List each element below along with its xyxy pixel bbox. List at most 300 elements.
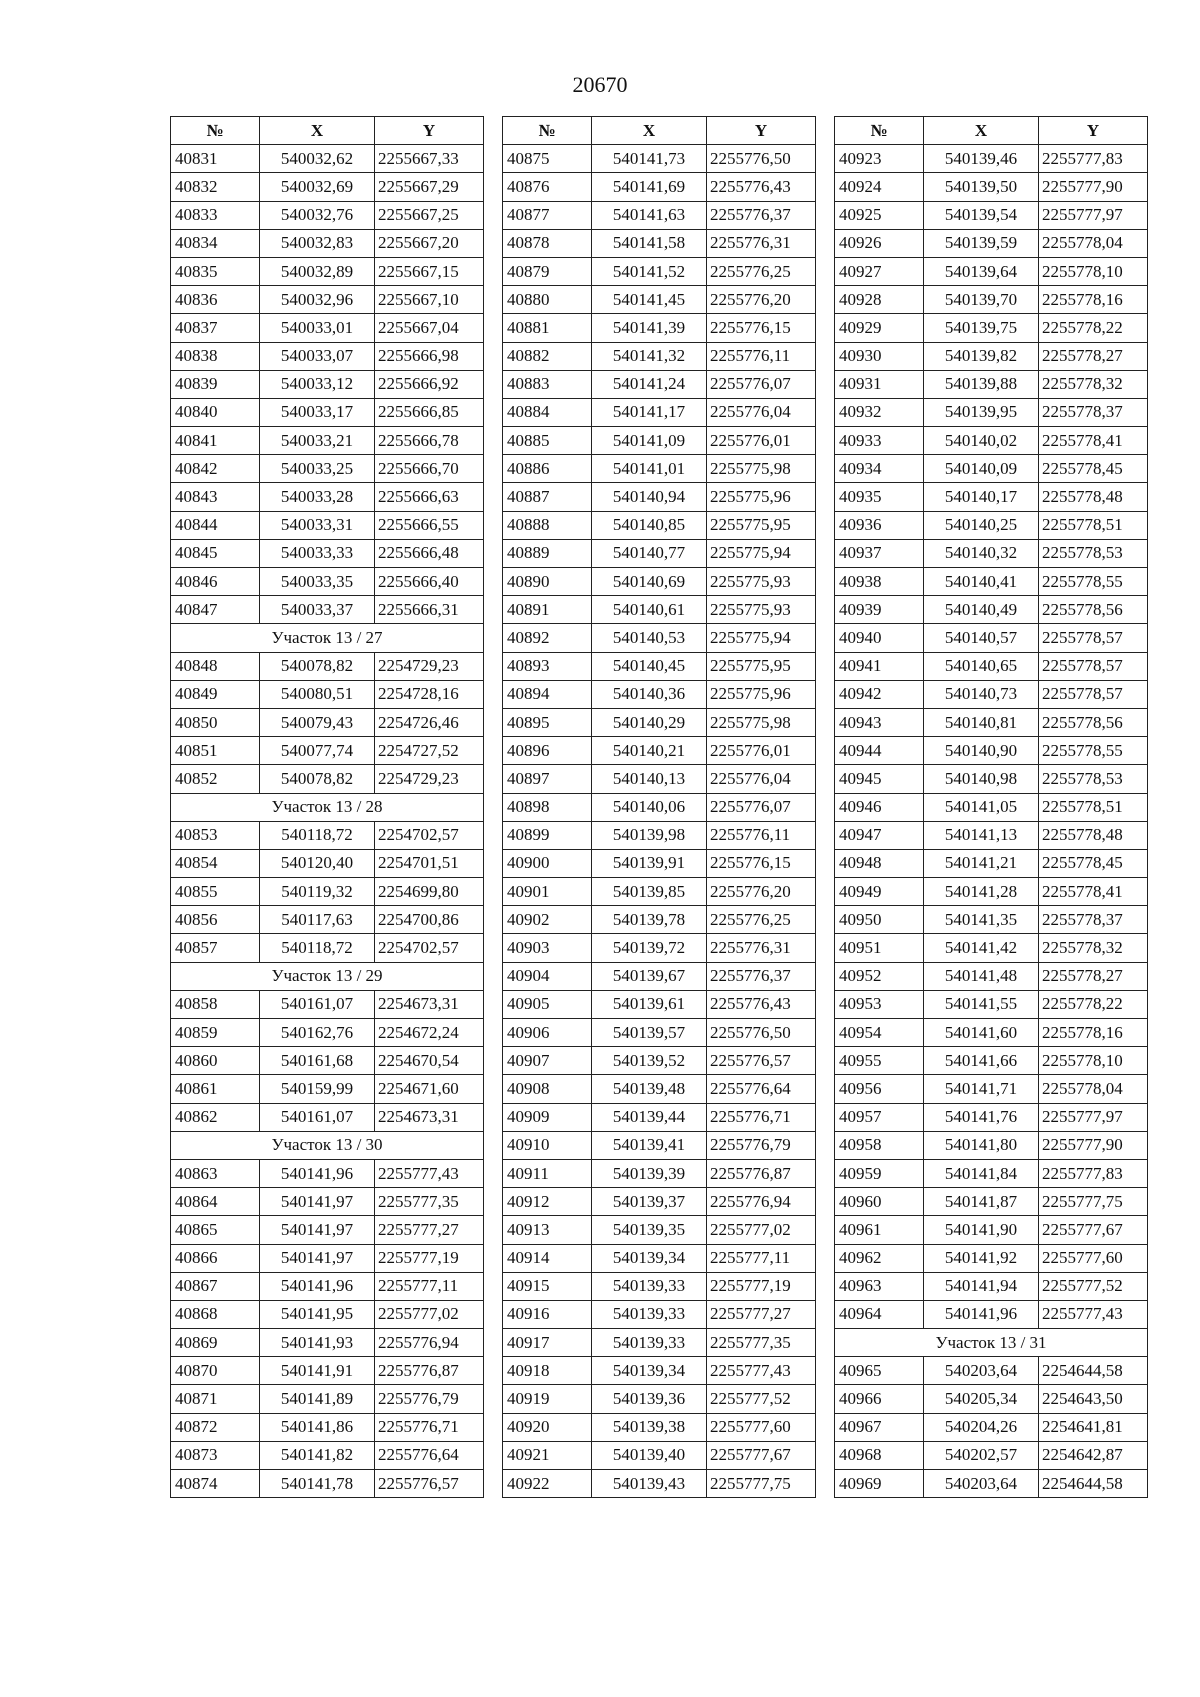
x-coordinate-cell: 540141,71: [924, 1075, 1039, 1103]
point-number-cell: 40861: [171, 1075, 260, 1103]
y-coordinate-cell: 2255666,63: [375, 483, 484, 511]
table-row: [503, 793, 816, 821]
y-coordinate-cell: 2255666,92: [375, 370, 484, 398]
section-row: [171, 624, 484, 652]
table-row: [503, 1103, 816, 1131]
point-number-cell: 40848: [171, 652, 260, 680]
table-row: [171, 370, 484, 398]
y-coordinate-cell: 2254726,46: [375, 708, 484, 736]
point-number-cell: 40831: [171, 145, 260, 173]
point-number-cell: 40836: [171, 286, 260, 314]
y-coordinate-cell: 2255778,51: [1039, 793, 1148, 821]
section-row: [171, 1131, 484, 1159]
table-row: [835, 1244, 1148, 1272]
table-row: [835, 342, 1148, 370]
x-coordinate-cell: 540140,94: [592, 483, 707, 511]
y-coordinate-cell: 2254699,80: [375, 878, 484, 906]
point-number-cell: 40966: [835, 1385, 924, 1413]
x-coordinate-cell: 540141,01: [592, 455, 707, 483]
point-number-cell: 40841: [171, 427, 260, 455]
x-coordinate-cell: 540033,07: [260, 342, 375, 370]
table-row: [503, 906, 816, 934]
y-coordinate-cell: 2255776,64: [375, 1441, 484, 1469]
table-row: [835, 398, 1148, 426]
point-number-cell: 40935: [835, 483, 924, 511]
x-coordinate-cell: 540141,32: [592, 342, 707, 370]
y-coordinate-cell: 2254672,24: [375, 1019, 484, 1047]
y-coordinate-cell: 2255778,10: [1039, 1047, 1148, 1075]
table-row: [171, 342, 484, 370]
point-number-cell: 40858: [171, 990, 260, 1018]
x-coordinate-cell: 540139,91: [592, 849, 707, 877]
y-coordinate-cell: 2255667,15: [375, 257, 484, 285]
table-row: [503, 1047, 816, 1075]
section-title: Участок 13 / 27: [171, 624, 484, 652]
table-row: [171, 1216, 484, 1244]
section-title: Участок 13 / 28: [171, 793, 484, 821]
y-coordinate-cell: 2254729,23: [375, 765, 484, 793]
table-row: [835, 568, 1148, 596]
table-row: [503, 934, 816, 962]
x-coordinate-cell: 540139,54: [924, 201, 1039, 229]
x-coordinate-cell: 540141,13: [924, 821, 1039, 849]
y-coordinate-cell: 2255778,57: [1039, 652, 1148, 680]
y-coordinate-cell: 2255777,97: [1039, 1103, 1148, 1131]
table-row: [835, 821, 1148, 849]
table-row: [171, 511, 484, 539]
table-row: [835, 370, 1148, 398]
point-number-cell: 40893: [503, 652, 592, 680]
table-row: [835, 145, 1148, 173]
y-coordinate-cell: 2254673,31: [375, 990, 484, 1018]
table-row: [503, 1244, 816, 1272]
y-coordinate-cell: 2255666,98: [375, 342, 484, 370]
table-row: [503, 1188, 816, 1216]
point-number-cell: 40959: [835, 1159, 924, 1187]
section-row: [171, 793, 484, 821]
point-number-cell: 40954: [835, 1019, 924, 1047]
table-row: [503, 1159, 816, 1187]
x-coordinate-cell: 540141,69: [592, 173, 707, 201]
x-coordinate-cell: 540032,76: [260, 201, 375, 229]
x-coordinate-cell: 540141,84: [924, 1159, 1039, 1187]
point-number-cell: 40895: [503, 708, 592, 736]
table-row: [503, 1470, 816, 1498]
point-number-cell: 40945: [835, 765, 924, 793]
y-coordinate-cell: 2255777,83: [1039, 1159, 1148, 1187]
y-coordinate-cell: 2255778,22: [1039, 314, 1148, 342]
y-coordinate-cell: 2255775,98: [707, 708, 816, 736]
table-row: [835, 1300, 1148, 1328]
point-number-cell: 40920: [503, 1413, 592, 1441]
x-coordinate-cell: 540141,82: [260, 1441, 375, 1469]
point-number-cell: 40912: [503, 1188, 592, 1216]
x-coordinate-cell: 540141,60: [924, 1019, 1039, 1047]
header-x: X: [924, 117, 1039, 145]
x-coordinate-cell: 540141,93: [260, 1329, 375, 1357]
table-row: [171, 314, 484, 342]
table-row: [503, 370, 816, 398]
point-number-cell: 40934: [835, 455, 924, 483]
y-coordinate-cell: 2255778,55: [1039, 737, 1148, 765]
point-number-cell: 40951: [835, 934, 924, 962]
y-coordinate-cell: 2255777,27: [707, 1300, 816, 1328]
table-row: [835, 906, 1148, 934]
point-number-cell: 40838: [171, 342, 260, 370]
table-row: [171, 1272, 484, 1300]
x-coordinate-cell: 540080,51: [260, 680, 375, 708]
table-row: [171, 1329, 484, 1357]
point-number-cell: 40931: [835, 370, 924, 398]
y-coordinate-cell: 2255775,96: [707, 483, 816, 511]
table-row: [503, 314, 816, 342]
table-row: [503, 878, 816, 906]
y-coordinate-cell: 2255777,75: [1039, 1188, 1148, 1216]
point-number-cell: 40910: [503, 1131, 592, 1159]
point-number-cell: 40872: [171, 1413, 260, 1441]
y-coordinate-cell: 2255778,41: [1039, 427, 1148, 455]
y-coordinate-cell: 2255778,48: [1039, 821, 1148, 849]
point-number-cell: 40913: [503, 1216, 592, 1244]
point-number-cell: 40967: [835, 1413, 924, 1441]
table-row: [171, 229, 484, 257]
table-row: [171, 1385, 484, 1413]
y-coordinate-cell: 2255777,43: [1039, 1300, 1148, 1328]
table-row: [503, 145, 816, 173]
point-number-cell: 40887: [503, 483, 592, 511]
x-coordinate-cell: 540141,66: [924, 1047, 1039, 1075]
table-row: [835, 257, 1148, 285]
table-row: [835, 878, 1148, 906]
point-number-cell: 40884: [503, 398, 592, 426]
point-number-cell: 40880: [503, 286, 592, 314]
point-number-cell: 40927: [835, 257, 924, 285]
point-number-cell: 40948: [835, 849, 924, 877]
table-row: [503, 624, 816, 652]
x-coordinate-cell: 540141,78: [260, 1470, 375, 1498]
point-number-cell: 40883: [503, 370, 592, 398]
point-number-cell: 40914: [503, 1244, 592, 1272]
point-number-cell: 40891: [503, 596, 592, 624]
y-coordinate-cell: 2255776,87: [707, 1159, 816, 1187]
table-row: [835, 596, 1148, 624]
x-coordinate-cell: 540118,72: [260, 934, 375, 962]
x-coordinate-cell: 540139,70: [924, 286, 1039, 314]
y-coordinate-cell: 2255777,90: [1039, 1131, 1148, 1159]
point-number-cell: 40930: [835, 342, 924, 370]
x-coordinate-cell: 540120,40: [260, 849, 375, 877]
x-coordinate-cell: 540141,45: [592, 286, 707, 314]
x-coordinate-cell: 540140,29: [592, 708, 707, 736]
x-coordinate-cell: 540141,97: [260, 1216, 375, 1244]
x-coordinate-cell: 540139,37: [592, 1188, 707, 1216]
y-coordinate-cell: 2255776,31: [707, 934, 816, 962]
table-row: [503, 962, 816, 990]
y-coordinate-cell: 2255778,16: [1039, 1019, 1148, 1047]
y-coordinate-cell: 2254643,50: [1039, 1385, 1148, 1413]
y-coordinate-cell: 2255778,57: [1039, 680, 1148, 708]
x-coordinate-cell: 540141,63: [592, 201, 707, 229]
table-row: [835, 1075, 1148, 1103]
table-row: [171, 173, 484, 201]
y-coordinate-cell: 2255778,10: [1039, 257, 1148, 285]
point-number-cell: 40894: [503, 680, 592, 708]
y-coordinate-cell: 2255667,33: [375, 145, 484, 173]
table-row: [171, 145, 484, 173]
y-coordinate-cell: 2255777,11: [707, 1244, 816, 1272]
table-row: [171, 455, 484, 483]
table-row: [503, 1075, 816, 1103]
x-coordinate-cell: 540033,35: [260, 568, 375, 596]
y-coordinate-cell: 2255777,60: [1039, 1244, 1148, 1272]
x-coordinate-cell: 540140,49: [924, 596, 1039, 624]
table-row: [835, 962, 1148, 990]
table-row: [171, 1075, 484, 1103]
table-row: [503, 1216, 816, 1244]
table-row: [503, 427, 816, 455]
x-coordinate-cell: 540032,96: [260, 286, 375, 314]
point-number-cell: 40956: [835, 1075, 924, 1103]
point-number-cell: 40866: [171, 1244, 260, 1272]
x-coordinate-cell: 540139,98: [592, 821, 707, 849]
section-title: Участок 13 / 31: [835, 1329, 1148, 1357]
x-coordinate-cell: 540033,33: [260, 539, 375, 567]
table-row: [171, 652, 484, 680]
x-coordinate-cell: 540141,94: [924, 1272, 1039, 1300]
point-number-cell: 40868: [171, 1300, 260, 1328]
y-coordinate-cell: 2255776,43: [707, 990, 816, 1018]
point-number-cell: 40902: [503, 906, 592, 934]
table-row: [171, 680, 484, 708]
x-coordinate-cell: 540077,74: [260, 737, 375, 765]
table-row: [503, 1131, 816, 1159]
y-coordinate-cell: 2255778,37: [1039, 398, 1148, 426]
y-coordinate-cell: 2255777,35: [375, 1188, 484, 1216]
point-number-cell: 40938: [835, 568, 924, 596]
y-coordinate-cell: 2255667,10: [375, 286, 484, 314]
table-row: [835, 201, 1148, 229]
y-coordinate-cell: 2255778,56: [1039, 708, 1148, 736]
point-number-cell: 40857: [171, 934, 260, 962]
x-coordinate-cell: 540140,65: [924, 652, 1039, 680]
x-coordinate-cell: 540140,17: [924, 483, 1039, 511]
point-number-cell: 40873: [171, 1441, 260, 1469]
x-coordinate-cell: 540140,73: [924, 680, 1039, 708]
y-coordinate-cell: 2255777,83: [1039, 145, 1148, 173]
y-coordinate-cell: 2255667,25: [375, 201, 484, 229]
x-coordinate-cell: 540141,21: [924, 849, 1039, 877]
header-x: X: [592, 117, 707, 145]
point-number-cell: 40952: [835, 962, 924, 990]
x-coordinate-cell: 540141,05: [924, 793, 1039, 821]
y-coordinate-cell: 2255776,37: [707, 201, 816, 229]
point-number-cell: 40949: [835, 878, 924, 906]
table-row: [171, 1300, 484, 1328]
x-coordinate-cell: 540202,57: [924, 1441, 1039, 1469]
point-number-cell: 40918: [503, 1357, 592, 1385]
point-number-cell: 40961: [835, 1216, 924, 1244]
table-row: [503, 1300, 816, 1328]
y-coordinate-cell: 2255666,40: [375, 568, 484, 596]
point-number-cell: 40898: [503, 793, 592, 821]
y-coordinate-cell: 2255777,02: [707, 1216, 816, 1244]
y-coordinate-cell: 2255777,75: [707, 1470, 816, 1498]
table-row: [171, 878, 484, 906]
point-number-cell: 40941: [835, 652, 924, 680]
point-number-cell: 40928: [835, 286, 924, 314]
x-coordinate-cell: 540140,98: [924, 765, 1039, 793]
point-number-cell: 40899: [503, 821, 592, 849]
x-coordinate-cell: 540140,02: [924, 427, 1039, 455]
table-row: [171, 1019, 484, 1047]
table-row: [835, 314, 1148, 342]
point-number-cell: 40856: [171, 906, 260, 934]
point-number-cell: 40903: [503, 934, 592, 962]
table-row: [503, 286, 816, 314]
table-row: [171, 1244, 484, 1272]
x-coordinate-cell: 540140,77: [592, 539, 707, 567]
table-row: [503, 1272, 816, 1300]
y-coordinate-cell: 2255777,60: [707, 1413, 816, 1441]
point-number-cell: 40953: [835, 990, 924, 1018]
table-row: [503, 1413, 816, 1441]
x-coordinate-cell: 540139,88: [924, 370, 1039, 398]
point-number-cell: 40845: [171, 539, 260, 567]
y-coordinate-cell: 2254642,87: [1039, 1441, 1148, 1469]
point-number-cell: 40853: [171, 821, 260, 849]
table-row: [171, 257, 484, 285]
point-number-cell: 40837: [171, 314, 260, 342]
x-coordinate-cell: 540033,01: [260, 314, 375, 342]
x-coordinate-cell: 540140,06: [592, 793, 707, 821]
y-coordinate-cell: 2255666,70: [375, 455, 484, 483]
x-coordinate-cell: 540140,90: [924, 737, 1039, 765]
x-coordinate-cell: 540141,76: [924, 1103, 1039, 1131]
point-number-cell: 40957: [835, 1103, 924, 1131]
point-number-cell: 40909: [503, 1103, 592, 1131]
table-row: [835, 934, 1148, 962]
x-coordinate-cell: 540141,90: [924, 1216, 1039, 1244]
x-coordinate-cell: 540139,34: [592, 1357, 707, 1385]
table-row: [171, 765, 484, 793]
x-coordinate-cell: 540140,81: [924, 708, 1039, 736]
table-row: [503, 652, 816, 680]
y-coordinate-cell: 2255776,79: [375, 1385, 484, 1413]
y-coordinate-cell: 2254729,23: [375, 652, 484, 680]
point-number-cell: 40963: [835, 1272, 924, 1300]
y-coordinate-cell: 2255776,07: [707, 370, 816, 398]
table-row: [171, 1103, 484, 1131]
table-row: [835, 229, 1148, 257]
table-row: [503, 342, 816, 370]
y-coordinate-cell: 2254700,86: [375, 906, 484, 934]
x-coordinate-cell: 540119,32: [260, 878, 375, 906]
point-number-cell: 40877: [503, 201, 592, 229]
x-coordinate-cell: 540139,33: [592, 1272, 707, 1300]
y-coordinate-cell: 2254671,60: [375, 1075, 484, 1103]
y-coordinate-cell: 2255777,43: [707, 1357, 816, 1385]
x-coordinate-cell: 540032,89: [260, 257, 375, 285]
x-coordinate-cell: 540139,64: [924, 257, 1039, 285]
y-coordinate-cell: 2255776,11: [707, 821, 816, 849]
point-number-cell: 40833: [171, 201, 260, 229]
point-number-cell: 40878: [503, 229, 592, 257]
header-y: Y: [375, 117, 484, 145]
table-row: [503, 1329, 816, 1357]
table-row: [171, 286, 484, 314]
section-row: [835, 1329, 1148, 1357]
point-number-cell: 40863: [171, 1159, 260, 1187]
y-coordinate-cell: 2255778,53: [1039, 765, 1148, 793]
point-number-cell: 40946: [835, 793, 924, 821]
x-coordinate-cell: 540139,40: [592, 1441, 707, 1469]
y-coordinate-cell: 2255666,48: [375, 539, 484, 567]
x-coordinate-cell: 540141,24: [592, 370, 707, 398]
x-coordinate-cell: 540141,86: [260, 1413, 375, 1441]
y-coordinate-cell: 2255776,01: [707, 737, 816, 765]
table-row: [171, 596, 484, 624]
y-coordinate-cell: 2254641,81: [1039, 1413, 1148, 1441]
table-row: [835, 1047, 1148, 1075]
y-coordinate-cell: 2255776,50: [707, 145, 816, 173]
point-number-cell: 40865: [171, 1216, 260, 1244]
y-coordinate-cell: 2255776,79: [707, 1131, 816, 1159]
header-row: [171, 117, 484, 145]
x-coordinate-cell: 540141,97: [260, 1244, 375, 1272]
header-number: №: [503, 117, 592, 145]
table-row: [171, 821, 484, 849]
point-number-cell: 40950: [835, 906, 924, 934]
x-coordinate-cell: 540033,31: [260, 511, 375, 539]
table-row: [835, 652, 1148, 680]
point-number-cell: 40921: [503, 1441, 592, 1469]
y-coordinate-cell: 2255778,53: [1039, 539, 1148, 567]
table-row: [503, 765, 816, 793]
table-row: [835, 1272, 1148, 1300]
y-coordinate-cell: 2255778,55: [1039, 568, 1148, 596]
point-number-cell: 40890: [503, 568, 592, 596]
point-number-cell: 40933: [835, 427, 924, 455]
x-coordinate-cell: 540203,64: [924, 1470, 1039, 1498]
point-number-cell: 40904: [503, 962, 592, 990]
header-y: Y: [707, 117, 816, 145]
x-coordinate-cell: 540118,72: [260, 821, 375, 849]
y-coordinate-cell: 2255777,97: [1039, 201, 1148, 229]
point-number-cell: 40886: [503, 455, 592, 483]
table-row: [835, 427, 1148, 455]
coordinates-table-middle: [502, 116, 816, 1498]
x-coordinate-cell: 540141,96: [924, 1300, 1039, 1328]
y-coordinate-cell: 2255778,57: [1039, 624, 1148, 652]
y-coordinate-cell: 2255776,31: [707, 229, 816, 257]
table-row: [503, 821, 816, 849]
x-coordinate-cell: 540139,61: [592, 990, 707, 1018]
y-coordinate-cell: 2255778,04: [1039, 229, 1148, 257]
point-number-cell: 40869: [171, 1329, 260, 1357]
point-number-cell: 40947: [835, 821, 924, 849]
table-row: [171, 483, 484, 511]
y-coordinate-cell: 2255775,94: [707, 624, 816, 652]
table-row: [835, 173, 1148, 201]
x-coordinate-cell: 540139,78: [592, 906, 707, 934]
x-coordinate-cell: 540033,25: [260, 455, 375, 483]
table-row: [835, 1385, 1148, 1413]
x-coordinate-cell: 540078,82: [260, 765, 375, 793]
y-coordinate-cell: 2255775,96: [707, 680, 816, 708]
table-row: [835, 765, 1148, 793]
y-coordinate-cell: 2255667,29: [375, 173, 484, 201]
table-row: [835, 1357, 1148, 1385]
